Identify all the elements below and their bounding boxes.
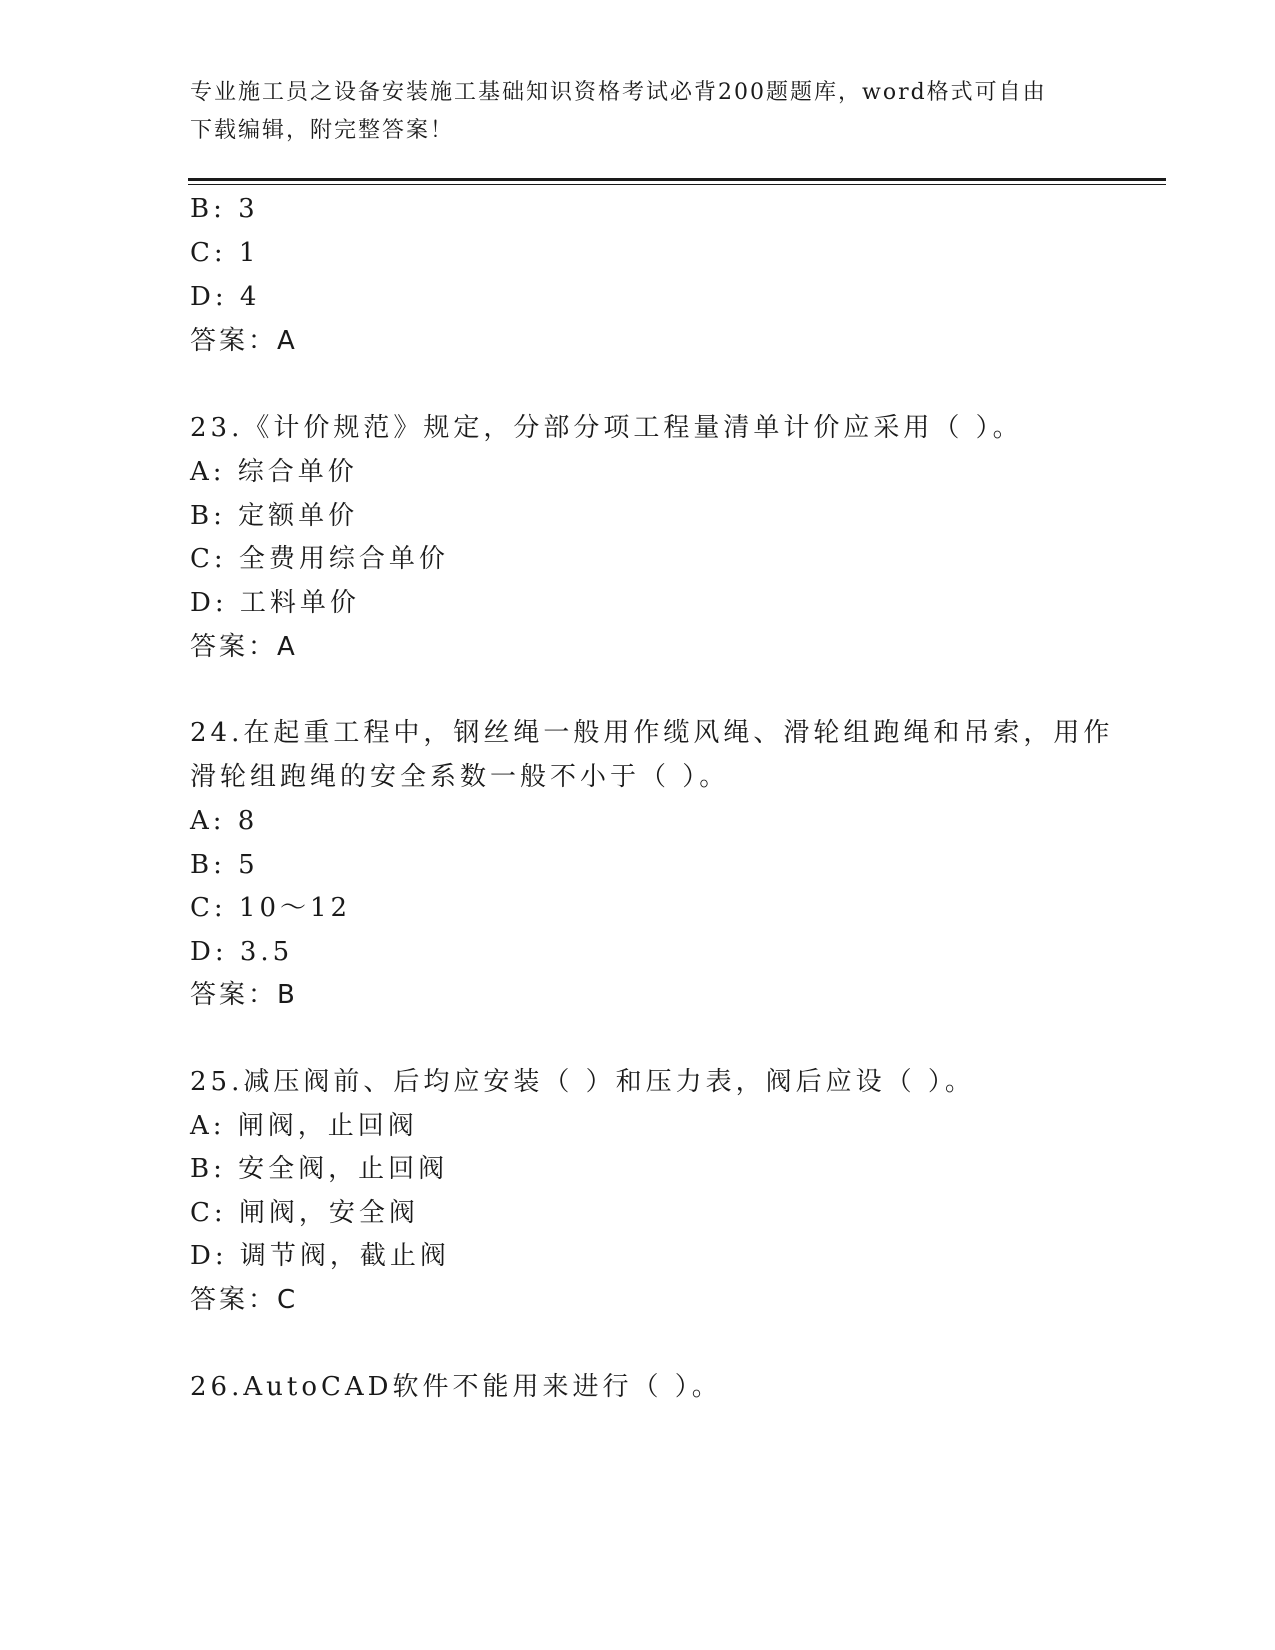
- q24-option-b: B: 5: [190, 850, 259, 880]
- q24-answer: 答案：B: [190, 980, 298, 1010]
- header-divider-thin: [188, 184, 1166, 185]
- document-header: [190, 74, 1090, 150]
- q24-question-line1: 24.在起重工程中，钢丝绳一般用作缆风绳、滑轮组跑绳和吊索，用作: [190, 718, 1114, 748]
- q24-option-d: D: 3.5: [190, 937, 294, 967]
- q23-option-a: A: 综合单价: [190, 457, 358, 487]
- q25-option-a: A: 闸阀，止回阀: [190, 1111, 418, 1141]
- q22-option-d: D: 4: [190, 282, 261, 312]
- q23-question: 23.《计价规范》规定，分部分项工程量清单计价应采用（ ）。: [190, 413, 1023, 443]
- header-title-line1: 专业施工员之设备安装施工基础知识资格考试必背200题题库，word格式可自由: [190, 80, 1047, 105]
- q23-option-b: B: 定额单价: [190, 501, 359, 531]
- q24-option-a: A: 8: [190, 806, 259, 836]
- q26-question: 26.AutoCAD软件不能用来进行（ ）。: [190, 1372, 722, 1402]
- q25-option-b: B: 安全阀，止回阀: [190, 1154, 449, 1184]
- q22-answer: 答案：A: [190, 326, 298, 356]
- q24-question-line2: 滑轮组跑绳的安全系数一般不小于（ ）。: [190, 762, 730, 792]
- q25-answer: 答案：C: [190, 1285, 299, 1315]
- header-divider-thick: [188, 178, 1166, 181]
- q25-question: 25.减压阀前、后均应安装（ ）和压力表，阀后应设（ ）。: [190, 1067, 975, 1097]
- q25-option-c: C: 闸阀，安全阀: [190, 1198, 419, 1228]
- q22-option-b: B: 3: [190, 194, 259, 224]
- q24-option-c: C: 10～12: [190, 893, 352, 923]
- q23-answer: 答案：A: [190, 632, 298, 662]
- q23-option-c: C: 全费用综合单价: [190, 544, 449, 574]
- q25-option-d: D: 调节阀，截止阀: [190, 1241, 450, 1271]
- header-title-line2: 下载编辑，附完整答案！: [190, 118, 455, 143]
- q23-option-d: D: 工料单价: [190, 588, 360, 618]
- q22-option-c: C: 1: [190, 238, 260, 268]
